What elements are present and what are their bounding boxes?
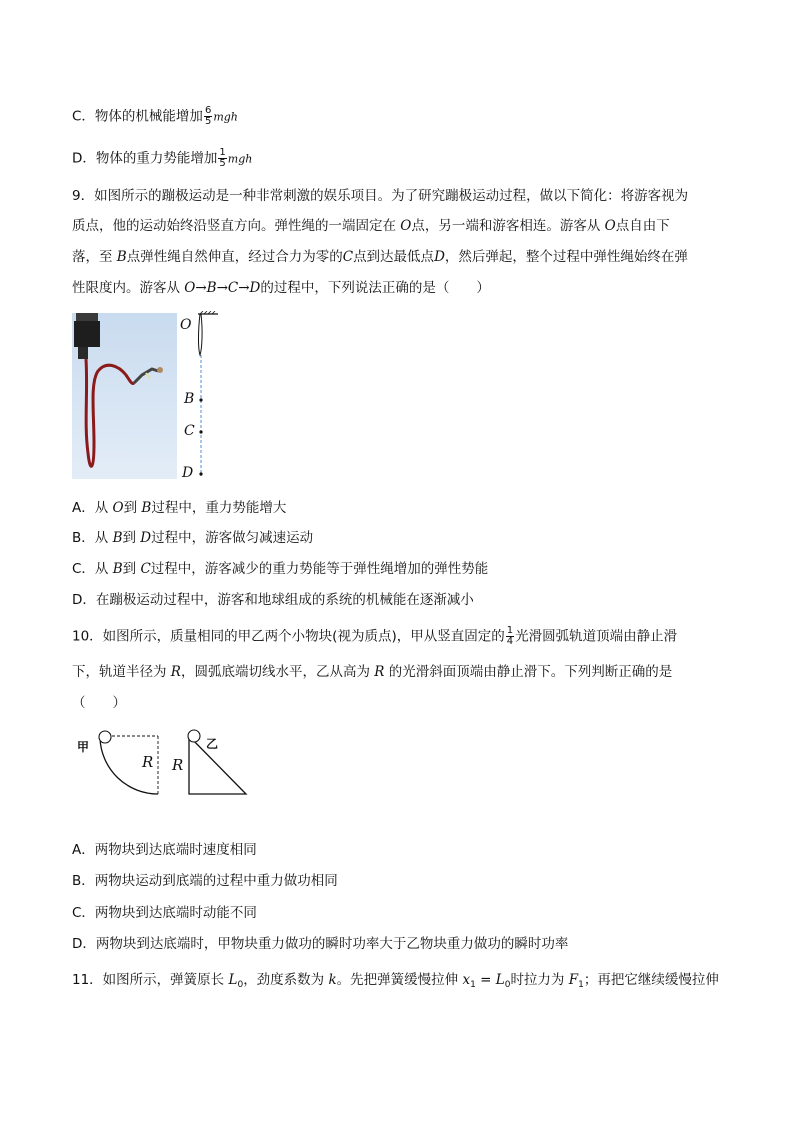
bungee-photo [72,313,177,479]
label-d: D [182,465,194,481]
fraction-quarter: $\frac{1}{4}$ [506,625,514,647]
label-c: C [184,423,195,439]
fraction: $\frac{1}{5}$ [219,147,226,169]
q9-stem-line1: 9．如图所示的蹦极运动是一种非常刺激的娱乐项目。为了研究蹦极运动过程，做以下简化：将游客视为 [72,188,689,204]
label-r-incline: R [172,756,184,774]
q10-option-b: B．两物块运动到底端的过程中重力做功相同 [72,873,338,889]
q9-option-d: D．在蹦极运动过程中，游客和地球组成的系统的机械能在逐渐减小 [72,592,474,608]
q10-stem-line1: 10．如图所示，质量相同的甲乙两个小物块(视为质点)，甲从竖直固定的 $\frac{1}{4}$ 光滑圆弧轨道顶端由静止滑 [72,625,678,647]
label-jia: 甲 [77,740,90,754]
q10-option-d: D．两物块到达底端时，甲物块重力做功的瞬时功率大于乙物块重力做功的瞬时功率 [72,936,569,952]
q9-option-c: C．从 B到 C过程中，游客减少的重力势能等于弹性绳增加的弹性势能 [72,561,489,577]
label-yi: 乙 [206,737,219,751]
label-r-arc: R [142,753,154,771]
q10-stem-line2: 下，轨道半径为 R，圆弧底端切线水平，乙从高为 R 的光滑斜面顶端由静止滑下。下列判断正确的是 [72,664,673,680]
q9-option-b: B．从 B到 D过程中，游客做匀减速运动 [72,530,314,546]
q10-figure [72,726,252,798]
bungee-diagram [178,311,218,483]
q9-option-a: A．从 O到 B过程中，重力势能增大 [72,500,287,516]
q10-stem-line3: （ ） [72,695,126,711]
label-b: B [184,391,195,407]
label-o: O [180,317,192,333]
q9-stem-line3: 落，至 B点弹性绳自然伸直，经过合力为零的C点到达最低点D，然后弹起，整个过程中弹性绳始终在弹 [72,249,688,265]
q10-option-a: A．两物块到达底端时速度相同 [72,842,257,858]
option-c-prev: C．物体的机械能增加 $\frac{6}{5}$ mgh [72,105,238,127]
q9-stem-line2: 质点，他的运动始终沿竖直方向。弹性绳的一端固定在 O点，另一端和游客相连。游客从 O点自由下 [72,218,670,234]
q11-stem-line1: 11．如图所示，弹簧原长 $L_0$，劲度系数为 k。先把弹簧缓慢拉伸 $x_1 = L_0$时拉力为 $F_1$；再把它继续缓慢拉伸 [72,972,719,990]
option-d-prev: D．物体的重力势能增加 $\frac{1}{5}$ mgh [72,147,253,169]
q9-stem-line4: 性限度内。游客从 O→B→C→D的过程中，下列说法正确的是（ ） [72,280,490,296]
fraction: $\frac{6}{5}$ [204,105,212,127]
q10-option-c: C．两物块到达底端时动能不同 [72,905,257,921]
